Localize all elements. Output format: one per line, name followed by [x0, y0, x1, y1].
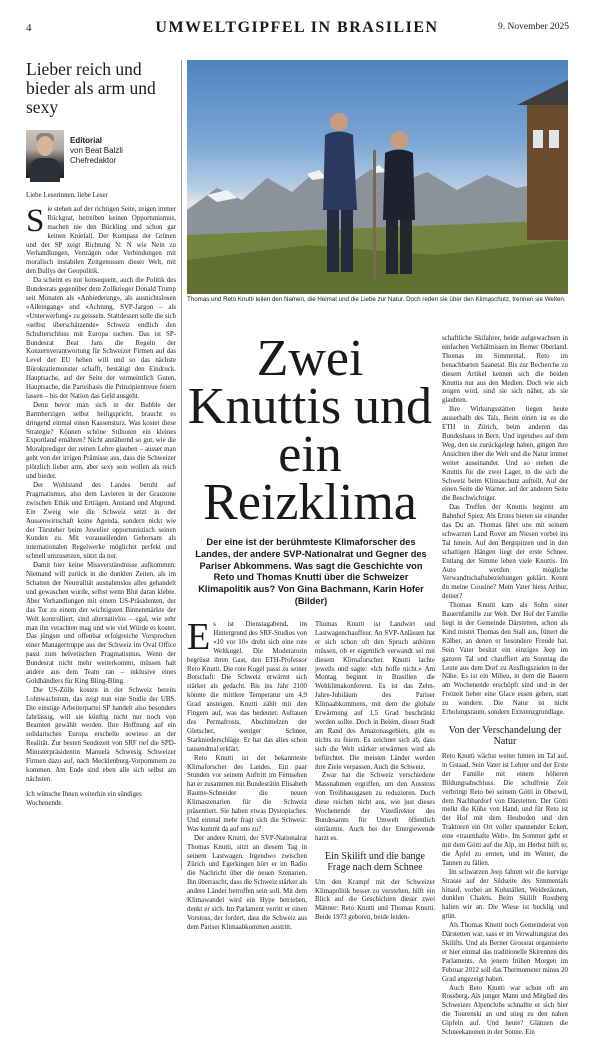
- article-column-3: [442, 335, 568, 1038]
- article-paragraph: schaftliche Skifahrer, beide aufgewachsen in einfachen Verhältnissen im Berner Oberland. Thomas im Simmental, Reto im benachbarten Saanetal. Bis zur Recherche zu diesem Artikel kennen sich die beiden Knuttis nur aus den Medien. Doch wie sich zeigen wird, sind sie sich näher, als sie glaubten.: [442, 335, 568, 405]
- article-paragraph: Das Treffen der Knuttis beginnt am Bahnhof Spiez. Als Erstes bieten sie einander das Du an. Thomas fährt uns mit seinem schwarzen Land Rover am Niesen vorbei ins Tal hinein. Auf den Bergspitzen und in den schattigen Hängen liegt der erste Schnee. Entlang der Simme leben viele Knuttis. Im Auto werden mögliche Verwandtschaftsbeziehungen geklärt. Kennt du meine Cousine? Mein Vater hiess Arthur, deiner?: [442, 504, 568, 601]
- page-number: 4: [26, 22, 32, 34]
- article-lead: Der eine ist der berühmteste Klimaforscher des Landes, der andere SVP-Nationalrat und Gegner des Pariser Abkommens. Was sagt die Geschichte von Reto und Thomas Knutti über die Schweizer Klimapolitik aus? Von Gina Bachmann, Karin Hofer (Bilder): [195, 537, 427, 606]
- article-paragraph: Ihre Wirkungsstätten liegen heute ausserhalb des Tals. Beim einen ist es die ETH in Zürich, beim anderen das Bundeshaus in Bern. Und irgendwo auf dem Weg, den sie zurückgelegt haben, gingen ihre Ansichten über die Welt und die Natur immer weiter auseinander. Und so stehen die Knuttis für die zwei Lager, in die sich die Schweiz beim Klimaschutz aufteilt. Auf der einen Seite die Warner, auf der anderen Seite die Beschwichtiger.: [442, 406, 568, 503]
- article-paragraph: Im schwarzen Jeep fahren wir die kurvige Strasse auf der Südseite des Simmentals hinauf, vorbei an Kuhställen, Weidezäunen, dunklen Chalets. Beim Skilift Rossberg halten wir an. Die Wiese ist bucklig und grün.: [442, 868, 568, 921]
- photo-caption: Thomas und Reto Knutti teilen den Namen, die Heimat und die Liebe zur Natur. Doch reden sie über den Klimaschutz, trennen sie Welten.: [187, 296, 566, 303]
- editorial-paragraph: Damit hier keine Missverständnisse aufkommen: Niemand will zurück in die dunklen Zeiten, als im Schatten der Neutralität ausnahmslos alles gehandelt und gewaschen wurde, selbst wenn Blut daran klebte. Aber Verhandlungen mit einem US-Präsidenten, der das Tor zu einem der wichtigsten Binnenmärkte der Welt kontrolliert, sind alternativlos – egal, wie sehr man ihn verachten mag und wie viel Würde es kostet. Das jüngste und offenbar erfolgreiche Vorsprechen einer Managertruppe aus der Schweiz im Oval Office passt zum helvetischen Pragmatismus. Wenn der Bundesrat nicht mehr weiterkommt, müssen halt andere aus dem Team ran – inklusive eines Goldhändlers für King Bling-Bling.: [26, 562, 176, 685]
- author-portrait: [26, 130, 64, 178]
- editorial-paragraph: Da scheint es nur konsequent, auch die Politik des Bundesrats gegenüber dem Zollkrieger Donald Trump seit Monaten als «Anbiederung», als ausnichtslosen «Alleingang» und «Achtung, SVP-Jargon – als «Unterwerfung» zu geisseln. Stattdessen solle die sich «selbst überschätzende» Schweiz endlich den Schulterschluss mit Europa suchen. Das ist SP-Bundesrat Beat Jans die Regeln der Konzernverantwortung für Schweizer Firmen auf das Level der EU heben will und so das nächste Bürokratiemonster schafft, bestätigt den Eindruck. Hauptsache, auf der Seite der vermeintlich Guten, Hauptsache, die Parteibasis die Prinzipientreue feiern lassen – bis der Nation das Geld ausgeht.: [26, 277, 176, 400]
- article-paragraph: Auch Reto Knutti war schon oft am Rossberg. Als junger Mann und Mitglied des Schweizer Alpenclubs schnallte er sich hier die Tourenski an und stieg zu den nahen Gipfeln auf. Und heute? Glänzen die Schneekanonen in der Sonne. Ein: [442, 984, 568, 1037]
- article-paragraph: Um den Krampf mit der Schweizer Klimapolitik besser zu verstehen, hilft ein Blick auf die Geschichten dieser zwei Männer: Reto Knutti und Thomas Knutti. Beide 1973 geboren, beide leiden-: [315, 878, 435, 922]
- article-column-1: [187, 616, 307, 933]
- article-paragraph: Reto Knutti ist der bekannteste Klimaforscher des Landes. Ein paar Stunden vor seinem Auftritt im Fernsehen hat er zusammen mit Bundesrätin Elisabeth Baume-Schneider die neuen Klimaszenarien für die Schweiz präsentiert. Sie haben etwas Dystopisches. Und einmal mehr fragt sich die Schweiz: Was kommt da auf uns zu?: [187, 754, 307, 833]
- editorial-paragraph: Denn bevor man sich in der Bubble der Barmherzigen selbst heiligspricht, braucht es dringend einmal einen Kassensturz. Was kostet diese Strategie? Können schöne Stilnoten ein kleines Exportland ernähren? Nicht annähernd so gut, wie die Moralprediger der reinen Lehre glauben – ausser man geht von der irrigen Prämisse aus, dass die Schweizer plötzlich lieber arm, aber sexy sein wollen als reich und bieder.: [26, 401, 176, 481]
- editorial-headline: Lieber reich und bieder als arm und sexy: [26, 59, 156, 117]
- article-paragraph: Es ist Dienstagabend, im Hintergrund des SRF-Studios von «10 vor 10» dreht sich eine rote Weltkugel. Die Moderatorin begrüsst ihren Gast, den ETH-Professor Reto Knutti. Die rote Kugel passt zu seiner Botschaft: Die Schweiz erwärmt sich stärker als gedacht. Bis ins Jahr 2100 könnte die mittlere Temperatur um 4,9 Grad ansteigen. Knutti zählt mit den Fingern auf, was das bedeutet: Auftauen des Permafrosts, Abschmelzen der Gletscher, weniger Schnee, Starkniederschläge. Er hat das alles schon tausendmal erklärt.: [187, 616, 307, 753]
- article-subhead: Ein Skilift und die bange Frage nach dem Schnee: [325, 850, 425, 874]
- article-column-2: [315, 621, 435, 923]
- article-paragraph: Zwar hat die Schweiz verschiedene Massnahmen ergriffen, um den Ausstoss von Treibhausgasen zu reduzieren. Doch diese reichen nicht aus, wie just dieses Wochenende der Vizedirektor des Bundesamts für Umwelt öffentlich einräumte. Auch bei der Energiewende harzt es.: [315, 772, 435, 842]
- article-photo: [187, 60, 568, 294]
- editorial-body: [26, 202, 176, 785]
- editorial-column: [26, 60, 176, 809]
- issue-date: 9. November 2025: [498, 22, 569, 32]
- author-box: [26, 126, 176, 184]
- article-paragraph: Thomas Knutti ist Landwirt und Lastwagenchauffeur. An SVP-Anlässen hat er sich schon oft den Spruch anhören müssen, ob er eigentlich verwandt sei mit diesem Klimaforscher. Knutti lachte jeweils und sagte: «Ich hoffe nicht.» Am Montag beginnt in Brasilien die Weltklimakonferenz. Es ist das Zehn-Jahre-Jubiläum des Pariser Klimaabkommens, mit dem die globale Erwärmung auf 1,5 Grad beschränkt werden sollte. Doch in Belém, dieser Stadt am Rand des Amazonasgebiets, gibt es nichts zu feiern. Es zeichnet sich ab, dass sich die Welt stärker erwärmen wird als befürchtet. Die meisten Länder werden ihre Ziele verpassen. Auch die Schweiz.: [315, 621, 435, 771]
- editorial-label: Editorial: [70, 136, 103, 145]
- article-paragraph: Der andere Knutti, der SVP-Nationalrat Thomas Knutti, sitzt an diesem Tag in seinem Lastwagen. Irgendwo zwischen Zürich und Egerkingen hört er im Radio die Nachricht über die neuen Szenarien. Ihn überrascht, dass die Schweiz stärker als andere Länder betroffen sein soll. Mit dem Klimawandel wird ein Hype betrieben, denkt er sich. Im Parlament verritt er einen Vorstoss, der fordert, dass die Schweiz aus dem Pariser Klimaabkommen austritt.: [187, 834, 307, 931]
- drop-cap: S: [26, 202, 45, 239]
- author-name: von Beat Balzli Chefredaktor: [70, 146, 123, 165]
- article-subhead: Von der Verschandelung der Natur: [448, 724, 562, 748]
- editorial-paragraph: Sie stehen auf der richtigen Seite, zeigen immer Rückgrat, betreiben keinen Opportunismus, machen nie den Bückling und schon gar keinen Kniefall. Der Kompass der Grünen und der SP zeigt Richtung N: N wie Nein zu Verhandlungen, Verträgen oder Verbindungen mit moralisch instabilen Zeitgenossen dieser Welt, mit den Bullys der Geopolitik.: [26, 202, 176, 276]
- editorial-closing: Ich wünsche Ihnen weiterhin ein sündiges Wochenende.: [26, 790, 142, 807]
- article-paragraph: Reto Knutti wächst weiter hinten im Tal auf, in Gstaad. Sein Vater ist Lehrer und der Erste der Familie mit einem höheren Bildungsabschluss. Die schulfreie Zeit verbringt Reto bei seinem Götti in Oberwil, dem Nachbardorf von Därstetten. Der Götti melkt die Kühe von Hand, und für Reto ist der Hof mit dem Heuboden und den Traktoren ein Ort voller spannender Ecken, eine «traumhafte Welt». Im Sommer geht er mit dem Götti auf die Alp, im Herbst hilft er, die Äpfel zu ernten, und im Winter, die Tannen zu fällen.: [442, 752, 568, 867]
- salutation: Liebe Leserinnen, liebe Leser: [26, 192, 108, 199]
- article-paragraph: Thomas Knutti kam als Sohn einer Bauernfamilie zur Welt. Der Hof der Familie liegt in der Gemeinde Därstetten, schon als Kind mistet Thomas den Stall aus, füttert die Kälber, an denen er besondere Freude hat. Sein Vater besitzt ein einziges Jeep im ganzen Tal und chauffiert am Sonntag die Leute aus dem Dorf zu Ausflugszielen in der Nähe. Es ist ein Milieu, in dem die Bauern am Wochenende erschöpft sind und in der Freizeit lieber eine Glace essen gehen, statt zu wandern. Die Natur ist nicht Erholungsraum, sondern Existenzgrundlage.: [442, 602, 568, 717]
- section-masthead: UMWELTGIPFEL IN BRASILIEN: [155, 19, 439, 36]
- editorial-paragraph: Die US-Zölle kosten in der Schweiz bereits Lohnwachstum, das zeigt nun eine Studie der UBS. Die einstige Arbeiterpartei SP handelt also besonders fahrlässig, will sie künftig nicht nur noch von Beamten gewählt werden. Ihre Hoffnung auf ein solidarisches Europa erschelle sowieso an der Realität. Zur besten Sendezeit von SRF rief die SPD-Ministerpräsidentin Manuela Schwesig Schweizer Firmen dazu auf, nach Mecklenburg-Vorpommern zu kommen. Am Ende sind eben alle sich selbst am nächsten.: [26, 686, 176, 783]
- article-paragraph: Als Thomas Knutti noch Gemeinderat von Därstetten war, sass er im Verwaltungsrat des Skilifts. Und als Berner Grossrat organisierte er hier einmal das traditionelle Skirennen des Parlaments. An jenem frühen Morgen im Februar 2012 soll das Thermometer minus 20 Grad angezeigt haben.: [442, 922, 568, 983]
- article-byline: Von Gina Bachmann, Karin Hofer (Bilder): [277, 584, 424, 606]
- editorial-paragraph: Der Wohlstand des Landes beruht auf Pragmatismus, also dem Lavieren in der Grauzone zwischen Ethik und Erträgen, Anstand und Abgrund. Ein Zweig wie die Schweiz setzt in der Aussenwirtschaft keine Agenda, sondern nickt wie der Türsteher beim Juwelier opportunistisch seinen Kunden zu. Mit vorauseilenden Gehorsam als internationalen Regelwerke möglichst perfekt und schnell umzusetzen, nützt da nur.: [26, 482, 176, 561]
- article-headline: Zwei Knuttis und ein Reizklima: [187, 330, 433, 531]
- column-divider: [181, 60, 182, 870]
- drop-cap: E: [187, 616, 211, 658]
- page-header: [0, 0, 594, 48]
